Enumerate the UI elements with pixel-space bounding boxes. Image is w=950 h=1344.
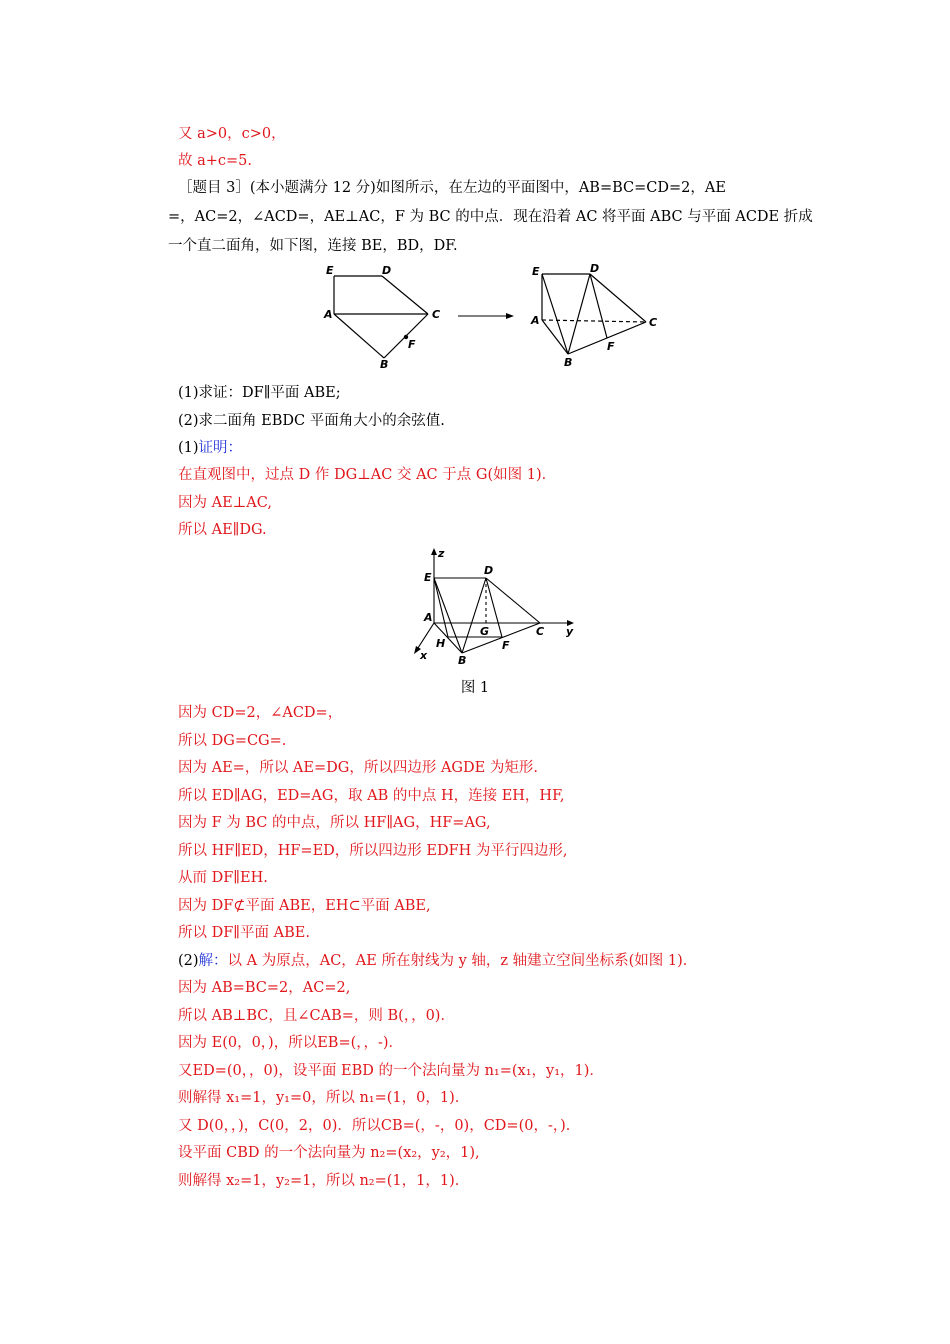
label-g: G xyxy=(480,625,490,638)
label-f: F xyxy=(502,639,510,652)
label-d: D xyxy=(484,564,494,577)
arrow-icon xyxy=(458,313,514,319)
label-b: B xyxy=(564,356,573,369)
proof-line: 因为 AE⊥AC, xyxy=(178,495,272,511)
question-line: (1)求证：DF∥平面 ABE; xyxy=(178,385,341,401)
label-e: E xyxy=(326,264,334,277)
solution-text: 以 A 为原点，AC，AE 所在射线为 y 轴，z 轴建立空间坐标系(如图 1)． xyxy=(227,953,698,969)
solution-line: 因为 AB=BC=2，AC=2, xyxy=(178,980,351,996)
proof-line: 所以 AE∥DG. xyxy=(178,522,267,538)
problem-line: 一个直二面角，如下图，连接 BE，BD，DF. xyxy=(168,238,458,254)
proof-line: 所以 DF∥平面 ABE. xyxy=(178,925,310,941)
label-x: x xyxy=(420,649,428,662)
solution-line: 所以 AB⊥BC，且∠CAB=，则 B(，，0)． xyxy=(178,1008,455,1024)
question-line: (2)求二面角 EBDC 平面角大小的余弦值. xyxy=(178,413,445,429)
label-a: A xyxy=(424,611,433,624)
label-e: E xyxy=(424,571,432,584)
fold-figure xyxy=(320,262,670,372)
label-e: E xyxy=(532,265,540,278)
label-a: A xyxy=(324,308,333,321)
label-b: B xyxy=(458,654,467,665)
label-a: A xyxy=(531,314,540,327)
proof-line: 因为 F 为 BC 的中点，所以 HF∥AG，HF=AG, xyxy=(178,815,491,831)
label-d: D xyxy=(590,262,600,275)
text-line: 又 a>0，c>0， xyxy=(178,126,286,142)
solution-line: 则解得 x₁=1，y₁=0，所以 n₁=(1，0，1)． xyxy=(178,1090,470,1106)
solution-label: 解： xyxy=(198,953,228,969)
part1-heading xyxy=(178,438,242,458)
proof-line: 所以 HF∥ED，HF=ED，所以四边形 EDFH 为平行四边形, xyxy=(178,843,568,859)
proof-line: 所以 DG=CG=. xyxy=(178,733,287,749)
proof-line: 在直观图中，过点 D 作 DG⊥AC 交 AC 于点 G(如图 1)． xyxy=(178,467,557,483)
label-b: B xyxy=(380,358,389,371)
label-h: H xyxy=(436,637,446,650)
solution-line: 又 D(0，，)，C(0，2，0)．所以CB=(，-，0)，CD=(0，-，)． xyxy=(178,1118,581,1134)
solution-line: 则解得 x₂=1，y₂=1，所以 n₂=(1，1，1)． xyxy=(178,1173,470,1189)
figure-1 xyxy=(412,545,587,665)
solution-line: 设平面 CBD 的一个法向量为 n₂=(x₂，y₂，1), xyxy=(178,1145,480,1161)
part2-heading xyxy=(178,951,697,971)
solution-line: 因为 E(0，0，)，所以EB=(，，-)． xyxy=(178,1035,404,1051)
part-number: (2) xyxy=(178,953,199,969)
label-f: F xyxy=(408,338,416,351)
solution-line: 又ED=(0，，0)，设平面 EBD 的一个法向量为 n₁=(x₁，y₁，1)． xyxy=(178,1063,604,1079)
problem-line: =，AC=2，∠ACD=，AE⊥AC，F 为 BC 的中点．现在沿着 AC 将平面 ABC 与平面 ACDE 折成 xyxy=(168,209,813,225)
label-y: y xyxy=(566,625,574,638)
proof-label: 证明： xyxy=(198,440,243,456)
proof-line: 所以 ED∥AG，ED=AG，取 AB 的中点 H，连接 EH，HF, xyxy=(178,788,565,804)
folded-figure xyxy=(542,274,646,354)
z-axis-arrow-icon xyxy=(431,548,437,555)
label-c: C xyxy=(536,625,545,638)
label-f: F xyxy=(607,340,615,353)
proof-line: 因为 AE=，所以 AE=DG，所以四边形 AGDE 为矩形. xyxy=(178,760,538,776)
proof-line: 因为 CD=2，∠ACD=， xyxy=(178,705,343,721)
part-number: (1) xyxy=(178,440,199,456)
text-line: 故 a+c=5. xyxy=(178,153,253,169)
proof-line: 从而 DF∥EH. xyxy=(178,870,268,886)
figure-caption: 图 1 xyxy=(460,680,490,696)
problem-line: ［题目 3］(本小题满分 12 分)如图所示，在左边的平面图中，AB=BC=CD=2，AE xyxy=(178,180,726,196)
label-c: C xyxy=(432,308,441,321)
label-c: C xyxy=(649,316,658,329)
label-z: z xyxy=(438,547,445,560)
label-d: D xyxy=(382,264,392,277)
proof-line: 因为 DF⊄平面 ABE，EH⊂平面 ABE, xyxy=(178,898,431,914)
